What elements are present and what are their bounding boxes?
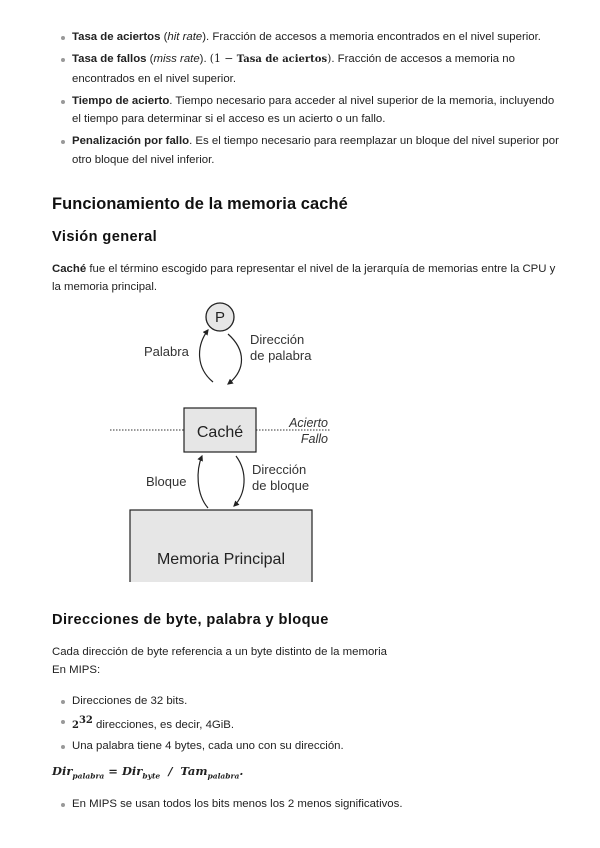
list-item xyxy=(52,28,562,47)
addresses-line-1: Cada dirección de byte referencia a un byte distinto de la memoria xyxy=(52,646,387,658)
cache-paragraph xyxy=(52,260,562,296)
list-item: Direcciones de 32 bits. xyxy=(52,692,344,711)
word-arrow xyxy=(200,330,213,382)
addresses-line-2: En MIPS: xyxy=(52,664,101,676)
definitions-list xyxy=(52,28,562,170)
definition-text: . Es el tiempo necesario para reemplazar un bloque del nivel superior por otro bloque del nivel inferior. xyxy=(72,135,559,167)
list-item: En MIPS se usan todos los bits menos los 2 menos significativos. xyxy=(52,795,402,814)
list-item: $2^{32}$ direcciones, es decir, 4GiB. xyxy=(52,712,344,735)
term-cache: Caché xyxy=(52,263,87,275)
block-address-arrow xyxy=(234,456,244,506)
hit-label: Acierto xyxy=(289,416,328,430)
memory-label: Memoria Principal xyxy=(156,551,286,568)
document-page xyxy=(52,28,562,810)
cache-diagram xyxy=(110,300,350,582)
math-expr: (1 − Tasa de aciertos) xyxy=(209,52,332,66)
mips-list xyxy=(52,692,344,757)
subsection-title-vision: Visión general xyxy=(52,229,158,245)
miss-rate-en: miss rate xyxy=(153,53,200,66)
word-address-label-2: de palabra xyxy=(250,348,312,363)
cache-label: Caché xyxy=(196,424,244,441)
term-hit-time: Tiempo de acierto xyxy=(72,94,170,107)
block-address-label-1: Dirección xyxy=(252,462,307,477)
term-miss-penalty: Penalización por fallo xyxy=(72,135,190,148)
list-item xyxy=(52,132,562,169)
definition-text: ). Fracción de accesos a memoria encontrados en el nivel superior. xyxy=(202,31,541,43)
block-address-label-2: de bloque xyxy=(252,478,310,493)
list-item: Una palabra tiene 4 bytes, cada uno con su dirección. xyxy=(52,737,344,756)
definition-text: . Tiempo necesario para acceder al nivel superior de la memoria, incluyendo el tiempo para determinar si el acceso es un acierto o un fallo. xyxy=(72,94,555,126)
block-label: Bloque xyxy=(146,474,187,489)
address-formula: Dir$_{palabra}$ = Dir$_{byte}$ / Tam$_{palabra}$. xyxy=(52,764,244,781)
paragraph-text: fue el término escogido para representar el nivel de la jerarquía de memorias entre la CPU y la memoria principal. xyxy=(52,263,556,293)
word-label: Palabra xyxy=(144,344,189,359)
word-address-label-1: Dirección xyxy=(250,332,305,347)
definition-text: . Fracción de accesos a memoria no encontrados en el nivel superior. xyxy=(72,53,515,85)
subsection-title-addresses: Direcciones de byte, palabra y bloque xyxy=(52,612,329,628)
list-item xyxy=(52,92,562,129)
separator: ). xyxy=(199,53,210,66)
processor-label: P xyxy=(214,309,226,326)
paren: ( xyxy=(160,31,168,43)
section-title: Funcionamiento de la memoria caché xyxy=(52,195,348,213)
hit-rate-en: hit rate xyxy=(167,31,203,43)
addresses-paragraph xyxy=(52,643,387,679)
term-miss-rate: Tasa de fallos xyxy=(72,53,147,66)
block-arrow xyxy=(198,456,208,508)
term-hit-rate: Tasa de aciertos xyxy=(72,31,161,43)
memory-box xyxy=(130,510,312,582)
word-address-arrow xyxy=(228,334,242,384)
paren: ( xyxy=(146,53,154,66)
list-item xyxy=(52,50,562,88)
miss-label: Fallo xyxy=(300,432,328,446)
final-list xyxy=(52,795,402,814)
